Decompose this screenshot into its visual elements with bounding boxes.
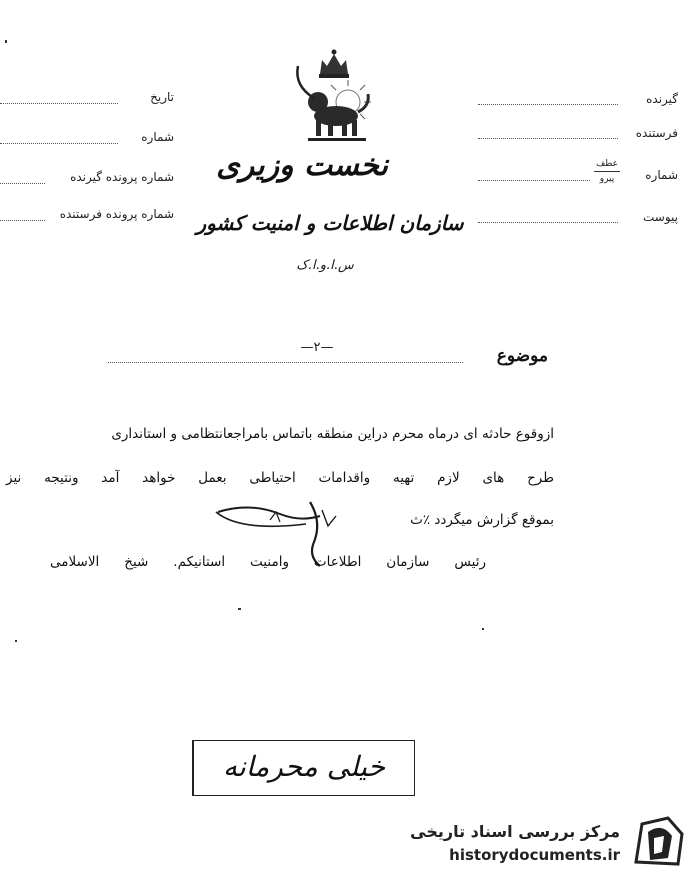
attachment-label: پیوست (643, 210, 678, 224)
date-label: تاریخ (150, 90, 174, 104)
archive-logo-icon (628, 814, 690, 872)
fraction-bottom-label: پیرو (599, 174, 615, 184)
subject-value: —۲— (292, 340, 342, 355)
subject-label: موضوع (496, 346, 548, 366)
recipient-dotted-line (478, 104, 618, 105)
reference-number-dotted-line (478, 180, 590, 181)
scan-mark (482, 628, 484, 630)
number-dotted-line (0, 143, 118, 144)
reference-number-label: شماره (645, 168, 678, 182)
sender-label: فرستنده (635, 126, 678, 140)
fraction-top-label: عطف (595, 159, 619, 169)
attachment-dotted-line (478, 222, 618, 223)
crown-icon (319, 50, 349, 79)
archive-url: historydocuments.ir (449, 846, 620, 864)
classification-stamp (192, 740, 415, 796)
sender-file-number-dotted-line (0, 220, 45, 221)
sender-dotted-line (478, 138, 618, 139)
fraction-divider (594, 171, 620, 172)
receiver-file-number-dotted-line (0, 183, 45, 184)
form-code: س.ا.و.ا.ک (296, 258, 354, 273)
body-line-1: ازوقوع حادثه ای درماه محرم دراین منطقه باتماس بامراجعانتظامی و استانداری (111, 426, 554, 442)
classification-stamp-text: خیلی محرمانه (222, 750, 386, 783)
organization-title: نخست وزیری (216, 148, 388, 183)
subject-dotted-line (108, 362, 463, 363)
date-dotted-line (0, 103, 118, 104)
body-line-2: طرح های لازم تهیه واقدامات احتیاطی بعمل خواهد آمد ونتیجه نیز (6, 470, 554, 486)
receiver-file-number-label: شماره پرونده گیرنده (70, 170, 174, 184)
sender-file-number-label: شماره پرونده فرستنده (59, 207, 174, 221)
lion-and-sun-emblem (284, 46, 384, 150)
body-line-3: بموقع گزارش میگردد ٪ث (410, 512, 554, 528)
archive-name: مرکز بررسی اسناد تاریخی (410, 822, 620, 841)
number-label: شماره (141, 130, 174, 144)
reference-fraction (594, 158, 620, 185)
recipient-label: گیرنده (646, 92, 678, 106)
scan-mark (5, 40, 7, 43)
scan-mark (15, 640, 17, 642)
sword-icon (297, 66, 314, 98)
signatory-line: رئیس سازمان اطلاعات وامنیت استانیکم. شیخ الاسلامی (50, 554, 486, 570)
scan-mark (238, 608, 241, 610)
organization-subtitle: سازمان اطلاعات و امنیت کشور (196, 211, 464, 235)
